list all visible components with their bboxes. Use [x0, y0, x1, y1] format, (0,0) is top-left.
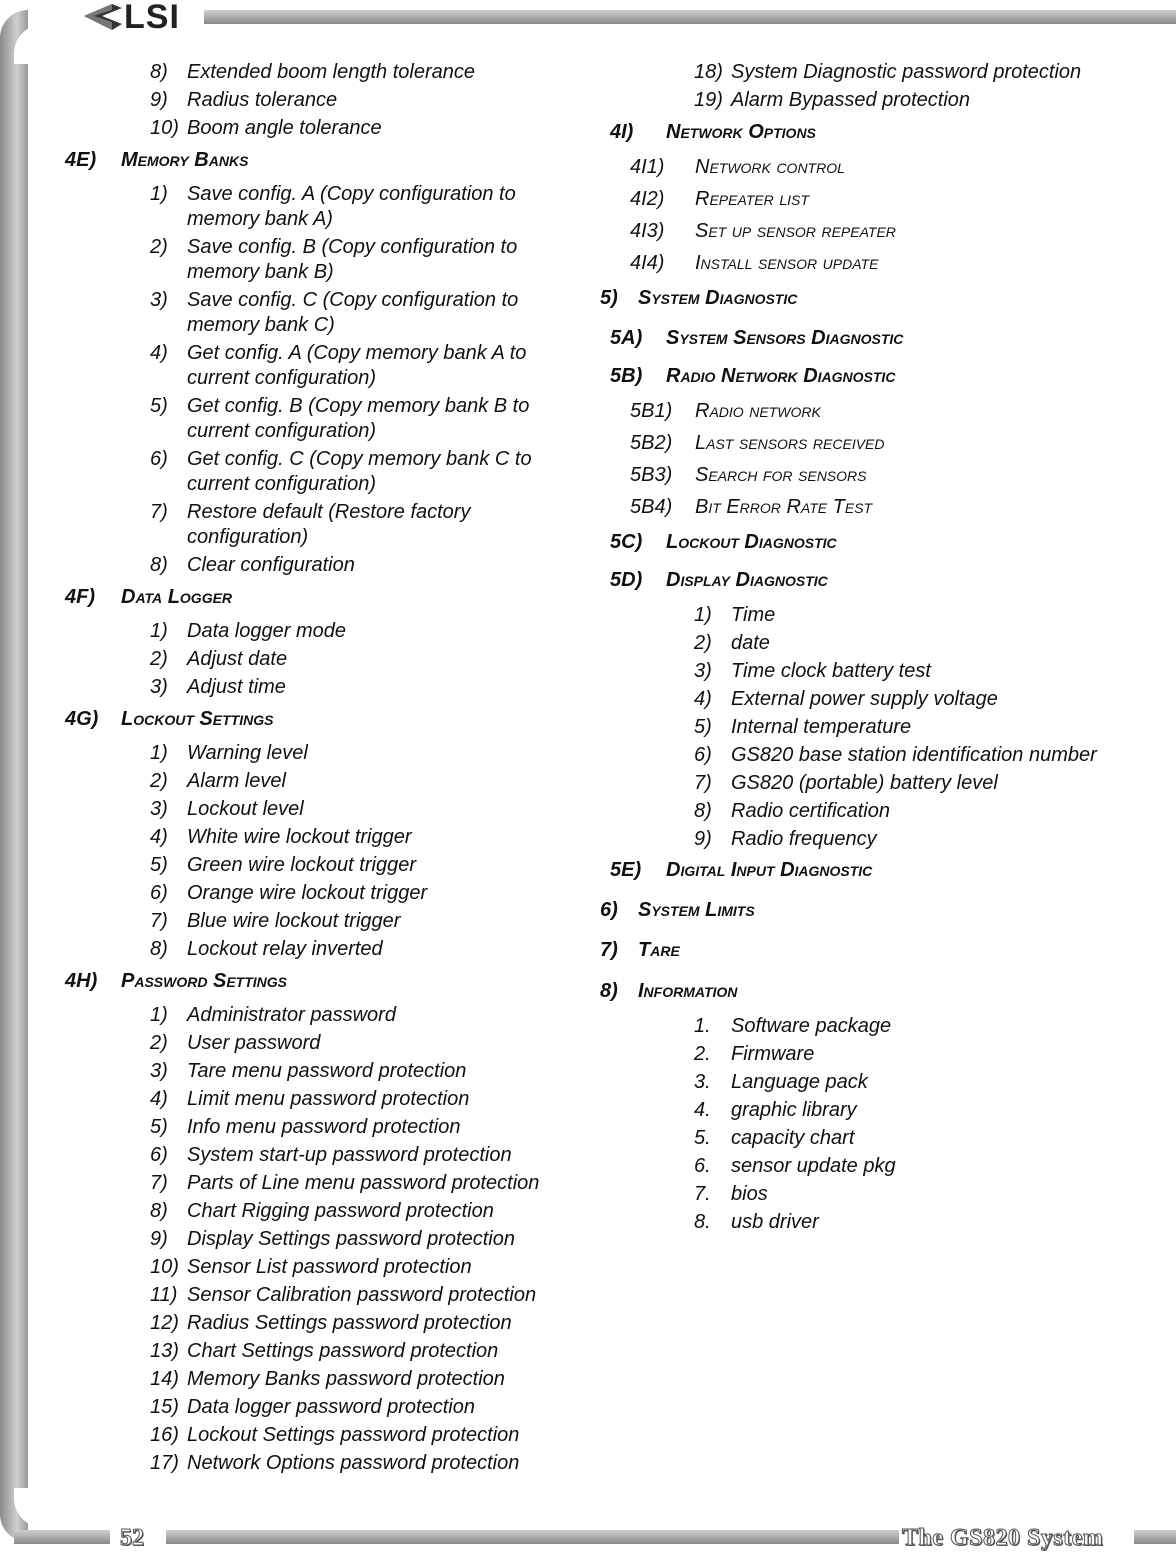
subsection-text: Last sensors received [695, 432, 885, 454]
item-number: 6. [694, 1155, 711, 1177]
subsection-number: 4I2) [630, 188, 665, 210]
item-number: 9) [694, 828, 712, 850]
subsection-text: Network control [695, 156, 845, 178]
item-text: usb driver [731, 1211, 819, 1233]
item-number: 7) [150, 1172, 168, 1194]
item-text: Alarm level [187, 770, 286, 792]
item-number: 4) [150, 826, 168, 848]
item-text: sensor update pkg [731, 1155, 896, 1177]
frame-bottom-bar-right [1134, 1530, 1176, 1544]
item-number: 7) [694, 772, 712, 794]
item-text: Lockout relay inverted [187, 938, 383, 960]
item-number: 1) [150, 1004, 168, 1026]
heading-number: 5E) [610, 859, 642, 881]
heading-number: 4H) [65, 970, 98, 992]
heading-text: Digital Input Diagnostic [666, 859, 873, 881]
item-text: Parts of Line menu password protection [187, 1172, 540, 1194]
item-text: Firmware [731, 1043, 815, 1065]
item-number: 3) [150, 1060, 168, 1082]
item-number: 2. [694, 1043, 711, 1065]
heading-number: 7) [600, 939, 618, 961]
heading-number: 5) [600, 287, 618, 309]
heading-number: 6) [600, 899, 618, 921]
item-text-continued: memory bank A) [187, 208, 333, 230]
item-number: 10) [150, 117, 179, 139]
item-number: 7) [150, 910, 168, 932]
subsection-text: Set up sensor repeater [695, 220, 896, 242]
subsection-text: Radio network [695, 400, 821, 422]
item-number: 8) [150, 938, 168, 960]
item-number: 3) [150, 798, 168, 820]
item-number: 2) [150, 770, 168, 792]
heading-number: 4F) [65, 586, 95, 608]
item-text: GS820 (portable) battery level [731, 772, 998, 794]
item-text: GS820 base station identification number [731, 744, 1097, 766]
item-number: 8) [150, 554, 168, 576]
heading-number: 5A) [610, 327, 643, 349]
item-number: 6) [150, 448, 168, 470]
item-text: User password [187, 1032, 321, 1054]
heading-number: 4E) [65, 149, 97, 171]
heading-text: Information [638, 980, 738, 1002]
footer-title: The GS820 System [902, 1525, 1104, 1551]
item-text: System Diagnostic password protection [731, 61, 1082, 83]
heading-text: Radio Network Diagnostic [666, 365, 896, 387]
item-text: Get config. B (Copy memory bank B to [187, 395, 530, 417]
item-text: Save config. C (Copy configuration to [187, 289, 519, 311]
item-number: 10) [150, 1256, 179, 1278]
item-number: 3) [694, 660, 712, 682]
frame-top-bar [200, 10, 1176, 24]
subsection-text: Repeater list [695, 188, 809, 210]
subsection-number: 4I1) [630, 156, 665, 178]
item-text: Save config. B (Copy configuration to [187, 236, 518, 258]
item-text: Get config. A (Copy memory bank A to [187, 342, 527, 364]
item-number: 5) [694, 716, 712, 738]
item-number: 2) [150, 236, 168, 258]
item-text: Chart Rigging password protection [187, 1200, 494, 1222]
item-number: 1) [150, 620, 168, 642]
item-text: Extended boom length tolerance [187, 61, 475, 83]
item-text: Lockout level [187, 798, 304, 820]
item-text-continued: current configuration) [187, 473, 376, 495]
heading-text: Memory Banks [121, 149, 249, 171]
item-text-continued: configuration) [187, 526, 309, 548]
item-text: Software package [731, 1015, 892, 1037]
heading-text: Password Settings [121, 970, 288, 992]
item-number: 2) [694, 632, 712, 654]
item-number: 5. [694, 1127, 711, 1149]
item-number: 8) [150, 1200, 168, 1222]
item-number: 6) [150, 882, 168, 904]
subsection-number: 5B3) [630, 464, 673, 486]
item-text: Green wire lockout trigger [187, 854, 416, 876]
item-text: bios [731, 1183, 768, 1205]
item-text: Clear configuration [187, 554, 355, 576]
item-text-continued: memory bank C) [187, 314, 335, 336]
item-number: 3) [150, 676, 168, 698]
item-text: Radio frequency [731, 828, 877, 850]
item-text: Time clock battery test [731, 660, 931, 682]
item-number: 9) [150, 1228, 168, 1250]
frame-bottom-bar-middle [166, 1530, 899, 1544]
item-number: 14) [150, 1368, 179, 1390]
frame-bottom-bar-left [14, 1530, 110, 1544]
heading-text: Display Diagnostic [666, 569, 828, 591]
item-number: 4) [694, 688, 712, 710]
item-text: Lockout Settings password protection [187, 1424, 520, 1446]
heading-text: Lockout Settings [121, 708, 274, 730]
item-text: Restore default (Restore factory [187, 501, 471, 523]
item-text: Display Settings password protection [187, 1228, 515, 1250]
item-number: 8. [694, 1211, 711, 1233]
item-text: Adjust time [187, 676, 286, 698]
heading-number: 5D) [610, 569, 643, 591]
heading-text: Tare [638, 939, 680, 961]
item-number: 15) [150, 1396, 179, 1418]
heading-number: 5B) [610, 365, 643, 387]
item-number: 19) [694, 89, 723, 111]
lsi-logo [78, 0, 204, 36]
item-text: External power supply voltage [731, 688, 998, 710]
item-number: 4) [150, 342, 168, 364]
item-text: Sensor List password protection [187, 1256, 472, 1278]
item-text: Get config. C (Copy memory bank C to [187, 448, 532, 470]
item-number: 3) [150, 289, 168, 311]
item-text: Blue wire lockout trigger [187, 910, 401, 932]
item-text: Tare menu password protection [187, 1060, 467, 1082]
lsi-logo-icon [82, 2, 126, 32]
item-number: 1. [694, 1015, 711, 1037]
item-text: Radius Settings password protection [187, 1312, 512, 1334]
item-text: Orange wire lockout trigger [187, 882, 428, 904]
item-text: Chart Settings password protection [187, 1340, 499, 1362]
subsection-number: 5B1) [630, 400, 673, 422]
item-text: capacity chart [731, 1127, 855, 1149]
item-number: 1) [150, 742, 168, 764]
subsection-number: 5B2) [630, 432, 673, 454]
item-number: 1) [694, 604, 712, 626]
heading-text: System Limits [638, 899, 755, 921]
heading-text: Lockout Diagnostic [666, 531, 837, 553]
item-number: 3. [694, 1071, 711, 1093]
item-text: Data logger mode [187, 620, 346, 642]
subsection-text: Install sensor update [695, 252, 879, 274]
item-number: 5) [150, 1116, 168, 1138]
item-text: Radius tolerance [187, 89, 338, 111]
item-number: 5) [150, 854, 168, 876]
item-text: White wire lockout trigger [187, 826, 412, 848]
item-number: 4. [694, 1099, 711, 1121]
subsection-number: 4I4) [630, 252, 665, 274]
item-number: 9) [150, 89, 168, 111]
item-number: 8) [694, 800, 712, 822]
item-number: 6) [150, 1144, 168, 1166]
item-text: Internal temperature [731, 716, 912, 738]
item-number: 13) [150, 1340, 179, 1362]
page-number: 52 [120, 1525, 144, 1551]
item-text: Boom angle tolerance [187, 117, 382, 139]
item-number: 12) [150, 1312, 179, 1334]
subsection-text: Search for sensors [695, 464, 867, 486]
item-text: graphic library [731, 1099, 857, 1121]
item-text: Radio certification [731, 800, 890, 822]
frame-left-bar [0, 10, 28, 1542]
item-number: 4) [150, 1088, 168, 1110]
item-text: Network Options password protection [187, 1452, 520, 1474]
heading-number: 4I) [610, 121, 634, 143]
item-number: 16) [150, 1424, 179, 1446]
item-number: 17) [150, 1452, 179, 1474]
heading-text: System Sensors Diagnostic [666, 327, 904, 349]
item-text: date [731, 632, 770, 654]
item-number: 7) [150, 501, 168, 523]
item-text: Info menu password protection [187, 1116, 461, 1138]
heading-number: 8) [600, 980, 618, 1002]
item-text: System start-up password protection [187, 1144, 512, 1166]
item-number: 1) [150, 183, 168, 205]
item-number: 7. [694, 1183, 711, 1205]
item-number: 2) [150, 1032, 168, 1054]
item-number: 5) [150, 395, 168, 417]
item-text-continued: current configuration) [187, 367, 376, 389]
item-number: 2) [150, 648, 168, 670]
item-text-continued: current configuration) [187, 420, 376, 442]
item-text: Memory Banks password protection [187, 1368, 505, 1390]
item-text: Save config. A (Copy configuration to [187, 183, 516, 205]
item-text: Alarm Bypassed protection [731, 89, 971, 111]
logo-text: LSI [124, 0, 180, 36]
item-text: Administrator password [187, 1004, 396, 1026]
subsection-text: Bit Error Rate Test [695, 496, 873, 518]
item-text: Sensor Calibration password protection [187, 1284, 537, 1306]
item-text: Language pack [731, 1071, 868, 1093]
heading-number: 4G) [65, 708, 99, 730]
subsection-number: 4I3) [630, 220, 665, 242]
heading-text: System Diagnostic [638, 287, 798, 309]
item-text-continued: memory bank B) [187, 261, 334, 283]
heading-text: Network Options [666, 121, 816, 143]
item-text: Data logger password protection [187, 1396, 475, 1418]
item-text: Time [731, 604, 776, 626]
item-number: 11) [150, 1284, 178, 1306]
item-number: 18) [694, 61, 723, 83]
item-number: 6) [694, 744, 712, 766]
heading-number: 5C) [610, 531, 643, 553]
item-text: Adjust date [187, 648, 288, 670]
subsection-number: 5B4) [630, 496, 673, 518]
item-number: 8) [150, 61, 168, 83]
heading-text: Data Logger [121, 586, 233, 608]
item-text: Limit menu password protection [187, 1088, 470, 1110]
item-text: Warning level [187, 742, 308, 764]
